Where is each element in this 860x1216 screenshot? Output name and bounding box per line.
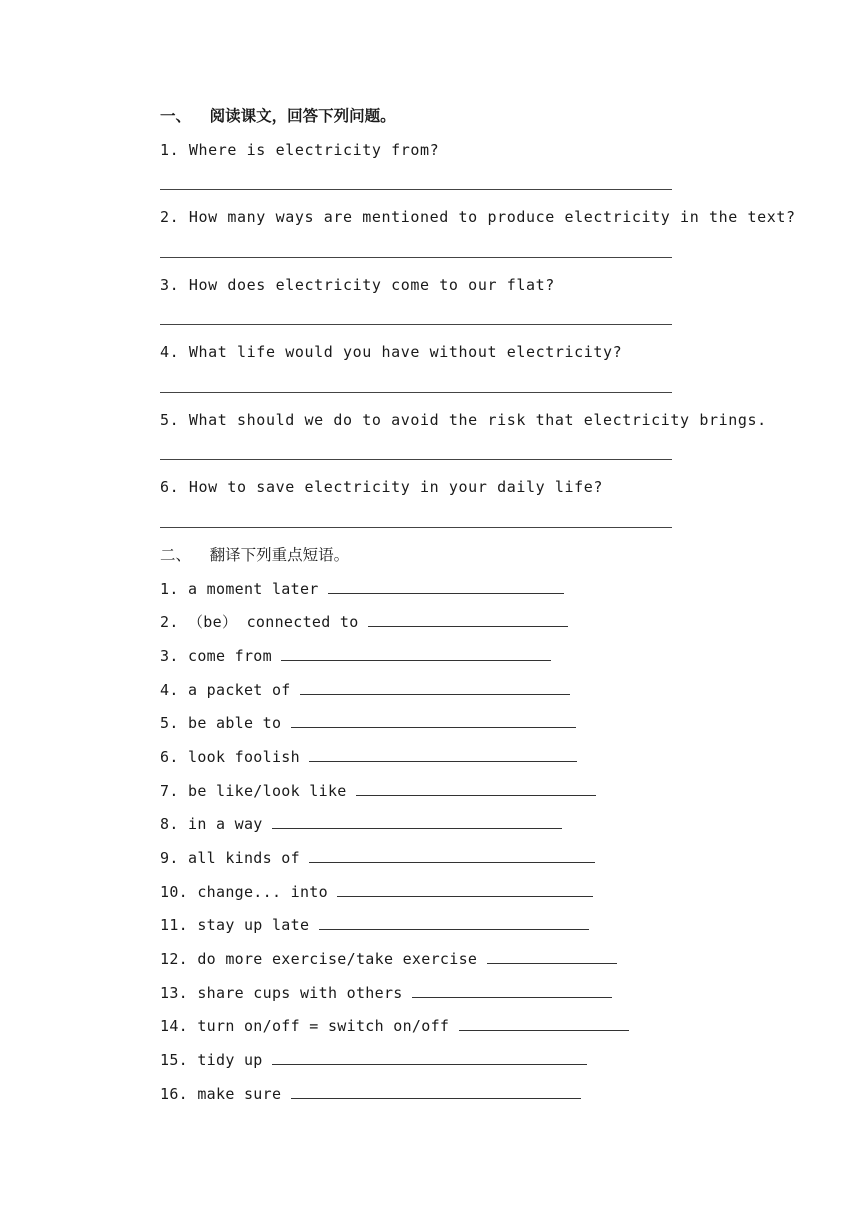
phrase-text: 9. all kinds of [160,849,310,867]
phrase-text: 4. a packet of [160,681,300,699]
phrase-text: 8. in a way [160,815,272,833]
phrase-blank[interactable] [368,613,568,627]
phrase-text: 7. be like/look like [160,782,356,800]
phrase-blank[interactable] [291,714,576,728]
phrase-item-14 [160,1016,629,1036]
answer-line-6[interactable] [160,527,672,528]
phrase-item-4 [160,680,570,700]
answer-line-5[interactable] [160,459,672,460]
question-6: 6. How to save electricity in your daily life? [160,478,604,496]
phrase-text: 5. be able to [160,714,291,732]
phrase-item-13 [160,983,612,1003]
section-2-title: 二、 翻译下列重点短语。 [160,546,350,564]
question-5: 5. What should we do to avoid the risk that electricity brings. [160,411,767,429]
phrase-text: 1. a moment later [160,580,328,598]
phrase-blank[interactable] [272,1051,587,1065]
phrase-text: 12. do more exercise/take exercise [160,950,487,968]
phrase-item-8 [160,814,562,834]
phrase-item-3 [160,646,551,666]
phrase-item-5 [160,713,576,733]
phrase-item-9 [160,848,595,868]
phrase-item-2 [160,612,568,632]
answer-line-4[interactable] [160,392,672,393]
phrase-text: 2. （be） connected to [160,613,368,631]
phrase-item-1 [160,579,564,599]
phrase-blank[interactable] [328,580,564,594]
phrase-blank[interactable] [309,849,595,863]
phrase-text: 6. look foolish [160,748,310,766]
section-1-title: 一、 阅读课文，回答下列问题。 [160,107,396,125]
answer-line-2[interactable] [160,257,672,258]
answer-line-3[interactable] [160,324,672,325]
phrase-text: 10. change... into [160,883,338,901]
phrase-blank[interactable] [281,647,551,661]
phrase-text: 13. share cups with others [160,984,412,1002]
phrase-blank[interactable] [412,984,612,998]
phrase-text: 3. come from [160,647,282,665]
phrase-text: 11. stay up late [160,916,319,934]
phrase-blank[interactable] [272,815,562,829]
phrase-item-6 [160,747,577,767]
question-1: 1. Where is electricity from? [160,141,440,159]
phrase-item-10 [160,882,593,902]
phrase-text: 15. tidy up [160,1051,272,1069]
phrase-text: 16. make sure [160,1085,291,1103]
phrase-item-16 [160,1084,581,1104]
question-3: 3. How does electricity come to our flat? [160,276,555,294]
phrase-text: 14. turn on/off = switch on/off [160,1017,459,1035]
phrase-item-11 [160,915,589,935]
phrase-item-12 [160,949,617,969]
phrase-blank[interactable] [291,1085,581,1099]
phrase-item-15 [160,1050,587,1070]
phrase-blank[interactable] [319,916,589,930]
phrase-blank[interactable] [487,950,617,964]
phrase-item-7 [160,781,596,801]
question-4: 4. What life would you have without electricity? [160,343,623,361]
question-2: 2. How many ways are mentioned to produce electricity in the text? [160,208,796,226]
phrase-blank[interactable] [309,748,577,762]
answer-line-1[interactable] [160,189,672,190]
phrase-blank[interactable] [300,681,570,695]
phrase-blank[interactable] [337,883,593,897]
phrase-blank[interactable] [459,1017,629,1031]
phrase-blank[interactable] [356,782,596,796]
